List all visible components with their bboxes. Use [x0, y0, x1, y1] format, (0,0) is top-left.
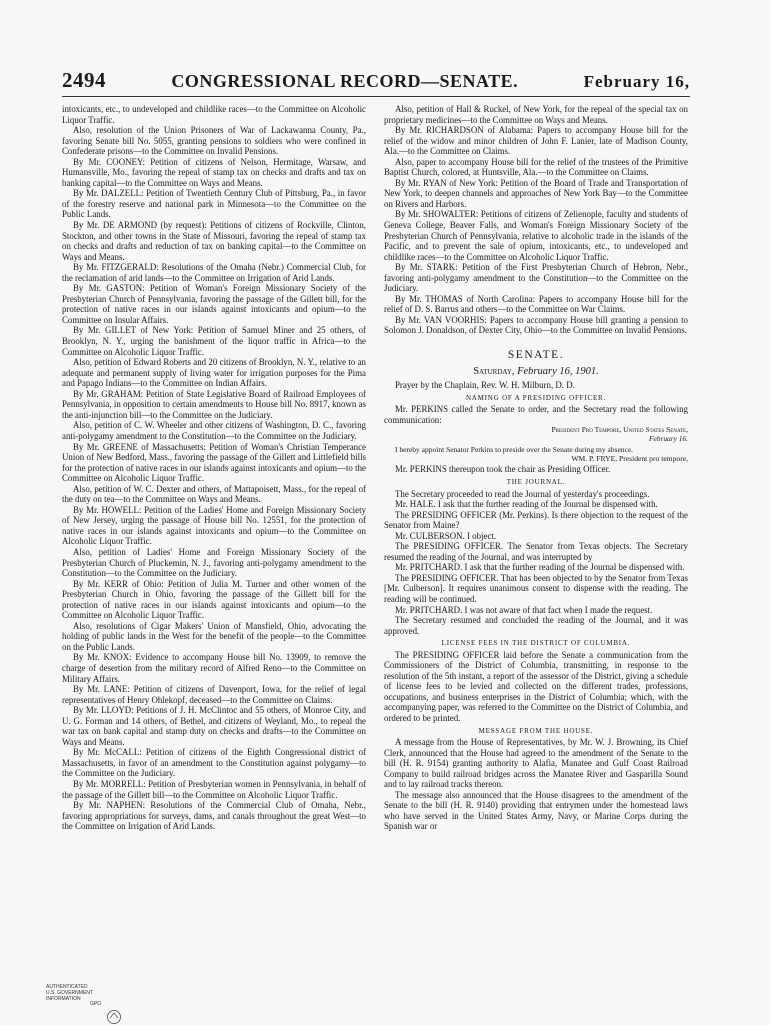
paragraph: A message from the House of Representatives, by Mr. W. J. Browning, its Chief Clerk, announced that the House had agreed to the amendment of the Senate to the bill (H. R. 9154) granting authority to Alafia, Manatee and Gulf Coast Railroad Company to build railroad bridges across the Manatee River and Gasparilla Sound and to lay railroad tracks thereon. [384, 737, 688, 790]
dateline-date: February 16, 1901. [517, 365, 599, 377]
header-rule [62, 96, 690, 97]
paragraph: Also, paper to accompany House bill for the relief of the trustees of the Primitive Baptist Church, colored, at Huntsville, Ala.—to the Committee on Claims. [384, 156, 688, 178]
page-header [62, 68, 690, 94]
subhead: MESSAGE FROM THE HOUSE. [478, 726, 594, 735]
gpo-line: GPO [90, 1001, 102, 1008]
paragraph: By Mr. McCALL: Petition of citizens of the Eighth Congressional district of Massachusetts, in favor of an amendment to the Constitution against polygamy—to the Committee on the Judiciary. [62, 747, 366, 779]
session-dateline [384, 367, 688, 378]
paragraph: By Mr. GASTON: Petition of Woman's Foreign Missionary Society of the Presbyterian Church of Pennsylvania, favoring the passage of the Gillett bill, for the protection of native races in our islands against intoxicants and opium—to the Committee on Insular Affairs. [62, 283, 366, 325]
paragraph: The message also announced that the House disagrees to the amendment of the Senate to the bill (H. R. 9140) providing that entrymen under the homestead laws who have served in the United States Army, Navy, or Marine Corps during the Spanish war or [384, 789, 688, 832]
paragraph: By Mr. KERR of Ohio: Petition of Julia M. Turner and other women of the Presbyterian Church in Ohio, favoring the passage of the Gillett bill for the protection of native races in our islands against intoxicants and opium—to the Committee on Alcoholic Liquor Traffic. [62, 578, 366, 621]
paragraph: The Secretary resumed and concluded the reading of the Journal, and it was approved. [384, 615, 688, 636]
paragraph: By Mr. HOWELL: Petition of the Ladies' Home and Foreign Missionary Society of New Jersey, urging the passage of House bill No. 12551, for the protection of native races in our islands against intoxicants and opium—to the Committee on Alcoholic Liquor Traffic. [62, 504, 366, 547]
paragraph: The PRESIDING OFFICER laid before the Senate a communication from the Commissioners of the District of Columbia, transmitting, in response to the resolution of the 5th instant, a report of the assessor of the District, giving a schedule of license fees to be levied and collected on the different trades, professions, occupations, and business enterprises in the District of Columbia; which, with the accompanying paper, was referred to the Committee on the District of Columbia, and ordered to be printed. [384, 649, 688, 723]
paragraph: Mr. CULBERSON. I object. [395, 530, 497, 541]
paragraph: By Mr. MORRELL: Petition of Presbyterian women in Pennsylvania, in behalf of the passage of the Gillett bill—to the Committee on Alcoholic Liquor Traffic. [62, 779, 366, 800]
paragraph: The PRESIDING OFFICER. That has been objected to by the Senator from Texas [Mr. Culberson]. It requires unanimous consent to dispense with the reading. The reading will be continued. [384, 572, 688, 604]
paragraph: Also, petition of C. W. Wheeler and other citizens of Washington, D. C., favoring anti-polygamy amendment to the Constitution—to the Committee on the Judiciary. [62, 420, 366, 441]
paragraph: Also, petition of W. C. Dexter and others, of Mattapoisett, Mass., for the repeal of the duty on tea—to the Committee on Ways and Means. [62, 483, 366, 505]
paragraph: By Mr. VAN VOORHIS: Papers to accompany House bill granting a pension to Solomon J. Donaldson, of Dexter City, Ohio—to the Committee on Invalid Pensions. [384, 314, 688, 336]
gpo-line: AUTHENTICATED [46, 984, 88, 990]
paragraph: By Mr. LLOYD: Petitions of J. H. McClintoc and 55 others, of Monroe City, and U. G. Forman and 14 others, of Bethel, and citizens of Weyland, Mo., to repeal the war tax on bank capital and stamp duty on checks and drafts—to the Committee on Ways and Means. [62, 705, 366, 747]
paragraph: Also, petition of Ladies' Home and Foreign Missionary Society of the Presbyterian Church of Pluckemin, N. J., favoring anti-polygamy amendment to the Constitution—to the Committee on the Judiciary. [62, 546, 366, 579]
paragraph: Mr. PRITCHARD. I was not aware of that fact when I made the request. [395, 604, 653, 615]
paragraph: intoxicants, etc., to undeveloped and childlike races—to the Committee on Alcoholic Liquor Traffic. [62, 104, 366, 125]
paragraph: By Mr. LANE: Petition of citizens of Davenport, Iowa, for the relief of legal representatives of Henry Ohlekopf, deceased—to the Committee on Claims. [62, 684, 366, 705]
paragraph: By Mr. GREENE of Massachusetts: Petition of Woman's Christian Temperance Union of New Bedford, Mass., favoring the passage of the Gillett and Littlefield bills for the protection of native races in our islands against intoxicants and opium—to the Committee on Alcoholic Liquor Traffic. [62, 441, 366, 484]
page-number: 2494 [62, 68, 106, 92]
running-title: CONGRESSIONAL RECORD—SENATE. [171, 71, 519, 91]
subhead: LICENSE FEES IN THE DISTRICT OF COLUMBIA. [441, 639, 631, 648]
section-title: SENATE. [507, 349, 565, 362]
paragraph: By Mr. COONEY: Petition of citizens of Nelson, Hermitage, Warsaw, and Humansville, Mo., favoring the repeal of stamp tax on checks and drafts and tax on banking capital—to the Committee on Ways and Means. [62, 156, 366, 188]
subhead: THE JOURNAL. [506, 477, 566, 486]
paragraph: The PRESIDING OFFICER. The Senator from Texas objects. The Secretary resumed the reading of the Journal, and was interrupted by [384, 541, 688, 562]
dateline-day: Saturday, [473, 365, 515, 377]
letter-date: February 16. [649, 434, 688, 444]
paragraph: Also, resolution of the Union Prisoners of War of Lackawanna County, Pa., favoring Senate bill No. 5055, granting pensions to soldiers who were confined in Confederate prisons—to the Committee on Invalid Pensions. [62, 125, 366, 157]
letter-body: I hereby appoint Senator Perkins to preside over the Senate during my absence. [395, 444, 634, 454]
left-column [62, 104, 366, 832]
paragraph: The PRESIDING OFFICER (Mr. Perkins). Is there objection to the request of the Senator from Maine? [384, 509, 688, 531]
paragraph: By Mr. DALZELL: Petition of Twentieth Century Club of Pittsburg, Pa., in favor of the forestry reserve and national park in Minnesota—to the Committee on the Public Lands. [62, 188, 366, 220]
letter-head: President Pro Tempore, United States Senate, [551, 425, 688, 435]
paragraph: By Mr. GILLET of New York: Petition of Samuel Miner and 25 others, of Brooklyn, N. Y., urging the banishment of the liquor traffic in Africa—to the Committee on Alcoholic Liquor Traffic. [62, 325, 366, 357]
gpo-line: INFORMATION [46, 995, 81, 1002]
paragraph: Also, petition of Edward Roberts and 20 citizens of Brooklyn, N. Y., relative to an adequate and permanent supply of living water for irrigation purposes for the Pima and Papago Indians—to the Committee on Indian Affairs. [62, 357, 366, 389]
paragraph: Mr. PERKINS thereupon took the chair as Presiding Officer. [395, 464, 611, 475]
paragraph: Also, petition of Hall & Ruckel, of New York, for the repeal of the special tax on proprietary medicines—to the Committee on Ways and Means. [384, 104, 688, 125]
paragraph: Mr. PERKINS called the Senate to order, and the Secretary read the following communication: [384, 404, 688, 425]
paragraph: By Mr. KNOX: Evidence to accompany House bill No. 13909, to remove the charge of desertion from the military record of Alfred Reno—to the Committee on Military Affairs. [62, 652, 366, 684]
paragraph: Also, resolutions of Cigar Makers' Union of Mansfield, Ohio, advocating the holding of public lands in the West for the benefit of the people—to the Committee on the Public Lands. [62, 620, 366, 652]
subhead: NAMING OF A PRESIDING OFFICER. [465, 393, 607, 402]
gpo-line: U.S. GOVERNMENT [46, 989, 93, 996]
paragraph: By Mr. THOMAS of North Carolina: Papers to accompany House bill for the relief of D. S. Barrus and others—to the Committee on War Claims. [384, 293, 688, 315]
gpo-authentication-mark [46, 985, 116, 1008]
paragraph: Mr. PRITCHARD. I ask that the further reading of the Journal be dispensed with. [395, 562, 685, 573]
paragraph: By Mr. DE ARMOND (by request): Petitions of citizens of Rockville, Clinton, Stockton, and other towns in the State of Missouri, favoring the repeal of stamp tax on checks and drafts and reduction of tax on banking capital—to the Committee on Ways and Means. [62, 220, 366, 262]
paragraph: By Mr. NAPHEN: Resolutions of the Commercial Club of Omaha, Nebr., favoring appropriations for surveys, dams, and canals throughout the great West—to the Committee on Irrigation of Arid Lands. [62, 800, 366, 832]
paragraph: The Secretary proceeded to read the Journal of yesterday's proceedings. [395, 488, 650, 499]
paragraph: By Mr. GRAHAM: Petition of State Legislative Board of Railroad Employees of Pennsylvania, in opposition to certain amendments to House bill No. 8917, known as the anti-injunction bill—to the Committee on the Judiciary. [62, 388, 366, 420]
paragraph: By Mr. RICHARDSON of Alabama: Papers to accompany House bill for the relief of the widow and minor children of John F. Lanier, late of Madison County, Ala.—to the Committee on Claims. [384, 125, 688, 157]
gpo-seal-icon [106, 1009, 122, 1025]
prayer: Prayer by the Chaplain, Rev. W. H. Milburn, D. D. [395, 380, 575, 391]
paragraph: Mr. HALE. I ask that the further reading of the Journal be dispensed with. [395, 499, 658, 510]
header-date: February 16, [583, 72, 690, 91]
right-column [384, 104, 688, 832]
letter-signature: WM. P. FRYE, President pro tempore, [571, 453, 688, 463]
paragraph: By Mr. RYAN of New York: Petition of the Board of Trade and Transportation of New York, to deepen channels and approaches of New York Bay—to the Committee on Rivers and Harbors. [384, 177, 688, 209]
paragraph: By Mr. FITZGERALD: Resolutions of the Omaha (Nebr.) Commercial Club, for the reclamation of arid lands—to the Committee on Irrigation of Arid Lands. [62, 262, 366, 283]
paragraph: By Mr. SHOWALTER: Petitions of citizens of Zelienople, faculty and students of Geneva College, Beaver Falls, and Woman's Foreign Missionary Society of the Presbyterian Church of Pennsylvania, relative to alcoholic trade in the islands of the Pacific, and to prevent the sale of opium, intoxicants, etc., to undeveloped and childlike races—to the Committee on Alcoholic Liquor Traffic. [384, 209, 688, 262]
paragraph: By Mr. STARK: Petition of the First Presbyterian Church of Hebron, Nebr., favoring anti-polygamy amendment to the Constitution—to the Committee on the Judiciary. [384, 262, 688, 294]
